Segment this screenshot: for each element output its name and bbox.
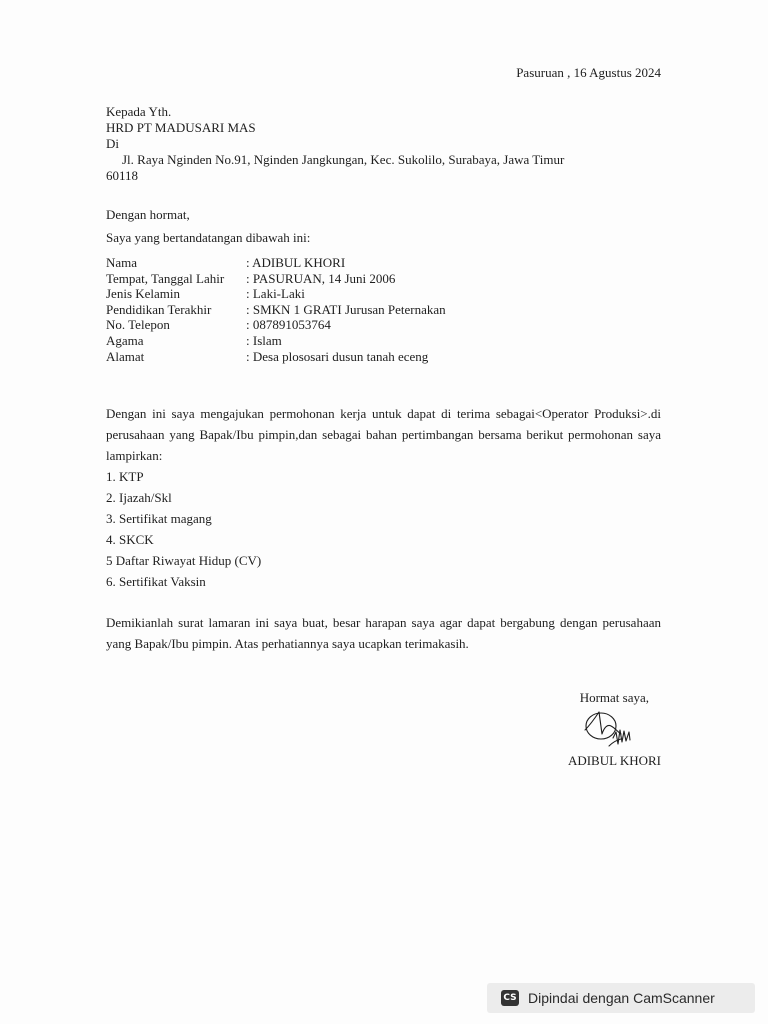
closing-salutation: Hormat saya, [579,690,649,705]
camscanner-logo-icon: CS [501,990,519,1006]
recipient-address-line1: Jl. Raya Nginden No.91, Nginden Jangkungan, Kec. Sukolilo, Surabaya, Jawa Timur [122,152,565,167]
recipient-block [106,104,564,184]
list-item: 2. Ijazah/Skl [106,490,172,505]
signature [583,704,647,754]
greeting: Dengan hormat, [106,207,190,222]
list-item: 1. KTP [106,469,144,484]
identity-value: : ADIBUL KHORI [246,255,346,270]
list-item: 4. SKCK [106,532,154,547]
recipient-address-line2: 60118 [106,168,139,183]
camscanner-text: Dipindai dengan CamScanner [528,990,715,1006]
identity-row [106,333,446,349]
list-item: 6. Sertifikat Vaksin [106,574,206,589]
signer-name: ADIBUL KHORI [567,753,661,768]
recipient-company: HRD PT MADUSARI MAS [106,120,256,135]
identity-row [106,349,446,365]
identity-label: Agama [106,332,144,348]
list-item: 3. Sertifikat magang [106,511,212,526]
identity-value: : SMKN 1 GRATI Jurusan Peternakan [246,301,446,317]
identity-row [106,271,446,287]
attachment-list [106,466,261,592]
identity-table [106,255,446,364]
recipient-at: Di [106,136,119,151]
identity-value: : PASURUAN, 14 Juni 2006 [246,270,396,286]
identity-label: Jenis Kelamin [106,286,181,302]
greeting-block [106,203,310,249]
recipient-salutation: Kepada Yth. [106,104,172,119]
body-paragraph: Dengan ini saya mengajukan permohonan kerja untuk dapat di terima sebagai<Operator Produksi>.di perusahaan yang Bapak/Ibu pimpin,dan sebagai bahan pertimbangan bersama berikut permohonan saya lampirkan: [106,406,661,463]
identity-value: : Islam [246,332,282,348]
camscanner-watermark [487,983,755,1013]
closing-paragraph: Demikianlah surat lamaran ini saya buat, besar harapan saya agar dapat bergabung dengan perusahaan yang Bapak/Ibu pimpin. Atas perhatiannya saya ucapkan terimakasih. [106,615,661,651]
place-date: Pasuruan , 16 Agustus 2024 [516,65,661,80]
identity-label: Alamat [106,348,145,364]
identity-value: : Desa plososari dusun tanah eceng [246,348,429,364]
intro: Saya yang bertandatangan dibawah ini: [106,230,311,245]
identity-row [106,255,446,271]
list-item: 5 Daftar Riwayat Hidup (CV) [106,553,262,568]
identity-row [106,286,446,302]
identity-row [106,317,446,333]
identity-label: Pendidikan Terakhir [106,301,212,317]
identity-row [106,302,446,318]
identity-label: No. Telepon [106,317,170,333]
identity-value: : Laki-Laki [246,286,305,302]
identity-value: : 087891053764 [246,317,331,333]
identity-label: Nama [106,255,138,270]
identity-label: Tempat, Tanggal Lahir [106,270,225,286]
